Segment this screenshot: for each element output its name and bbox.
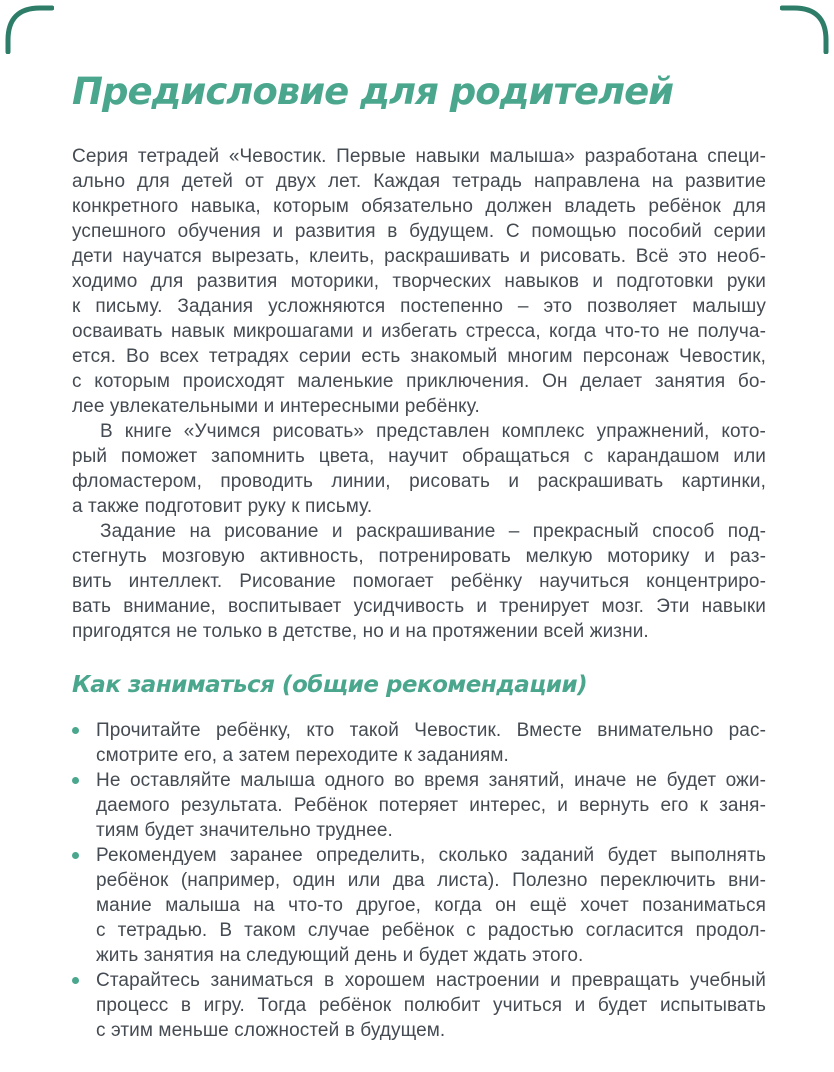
recommendations-list [72, 718, 766, 1043]
page-content [72, 70, 766, 1043]
text-line: мание малыша на что-то другое, когда он ещё хочет позаниматься [96, 895, 766, 917]
text-line: а также подготовит руку к письму. [72, 496, 373, 518]
text-line: Рекомендуем заранее определить, сколько заданий будет выполнять [96, 845, 766, 867]
text-line: дети научатся вырезать, клеить, раскрашивать и рисовать. Всё это необ- [72, 246, 766, 268]
bullet-text [96, 843, 766, 968]
text-line: вить интеллект. Рисование помогает ребёнку научиться концентриро- [72, 571, 766, 593]
text-line: тиям будет значительно труднее. [96, 820, 393, 842]
bullet-text [96, 968, 766, 1043]
text-line: стегнуть мозговую активность, потренировать мелкую моторику и раз- [72, 546, 766, 568]
text-line: пригодятся не только в детстве, но и на протяжении всей жизни. [72, 621, 649, 643]
text-line: ально для детей от двух лет. Каждая тетрадь направлена на развитие [72, 171, 766, 193]
text-line: фломастером, проводить линии, рисовать и раскрашивать картинки, [72, 471, 766, 493]
text-line: к письму. Задания усложняются постепенно – это позволяет малышу [72, 296, 766, 318]
text-line: ется. Во всех тетрадях серии есть знакомый многим персонаж Чевостик, [72, 346, 766, 368]
text-line: В книге «Учимся рисовать» представлен комплекс упражнений, кото- [100, 421, 766, 443]
page-title: Предисловие для родителей [72, 70, 674, 113]
text-line: осваивать навык микрошагами и избегать стресса, когда что-то не получа- [72, 321, 766, 343]
list-item [72, 968, 766, 1043]
text-line: успешного обучения и развития в будущем. С помощью пособий серии [72, 221, 766, 243]
page-frame-corner-top-left [0, 0, 54, 54]
paragraph [72, 519, 766, 644]
list-item [72, 768, 766, 843]
text-line: Старайтесь заниматься в хорошем настроении и превращать учебный [96, 970, 766, 992]
bullet-icon [72, 852, 79, 859]
intro-paragraphs [72, 144, 766, 644]
page-frame-corner-top-right [780, 0, 834, 54]
bullet-text [96, 718, 766, 768]
text-line: ходимо для развития моторики, творческих навыков и подготовки руки [72, 271, 766, 293]
text-line: вать внимание, воспитывает усидчивость и тренирует мозг. Эти навыки [72, 596, 766, 618]
text-line: с которым происходят маленькие приключения. Он делает занятия бо- [72, 371, 766, 393]
bullet-icon [72, 727, 79, 734]
list-item [72, 718, 766, 768]
list-item [72, 843, 766, 968]
text-line: с тетрадью. В таком случае ребёнок с радостью согласится продол- [96, 920, 766, 942]
text-line: процесс в игру. Тогда ребёнок полюбит учиться и будет испытывать [96, 995, 766, 1017]
paragraph [72, 144, 766, 419]
text-line: лее увлекательными и интересными ребёнку. [72, 396, 480, 418]
text-line: даемого результата. Ребёнок потеряет интерес, и вернуть его к заня- [96, 795, 766, 817]
bullet-icon [72, 977, 79, 984]
text-line: Прочитайте ребёнку, кто такой Чевостик. Вместе внимательно рас- [96, 720, 766, 742]
bullet-icon [72, 777, 79, 784]
text-line: Не оставляйте малыша одного во время занятий, иначе не будет ожи- [96, 770, 766, 792]
text-line: Серия тетрадей «Чевостик. Первые навыки малыша» разработана специ- [72, 146, 766, 168]
text-line: смотрите его, а затем переходите к заданиям. [96, 745, 509, 767]
bullet-text [96, 768, 766, 843]
text-line: конкретного навыка, которым обязательно должен владеть ребёнок для [72, 196, 766, 218]
text-line: с этим меньше сложностей в будущем. [96, 1020, 446, 1042]
section-heading: Как заниматься (общие рекомендации) [72, 672, 588, 699]
paragraph [72, 419, 766, 519]
text-line: жить занятия на следующий день и будет ждать этого. [96, 945, 584, 967]
text-line: Задание на рисование и раскрашивание – прекрасный способ под- [100, 521, 766, 543]
text-line: рый поможет запомнить цвета, научит обращаться с карандашом или [72, 446, 766, 468]
text-line: ребёнок (например, один или два листа). Полезно переключить вни- [96, 870, 766, 892]
